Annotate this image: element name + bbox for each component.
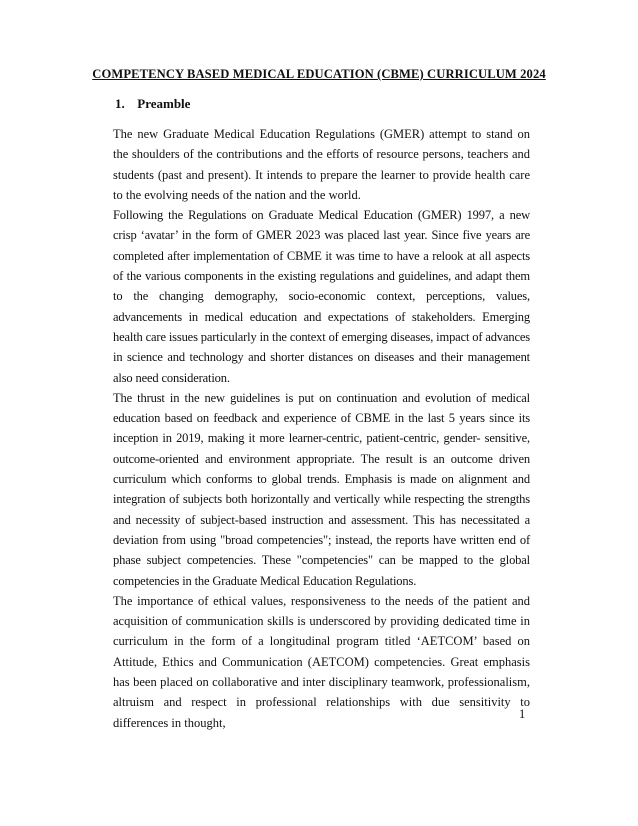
paragraph: The thrust in the new guidelines is put on continuation and evolution of medical education based on feedback and experience of CBME in the last 5 years since its inception in 2019, making it more learner-centric, patient-centric, gender- sensitive, outcome-oriented and environment appropriate. The result is an outcome driven curriculum which conforms to global trends. Emphasis is made on alignment and integration of subjects both horizontally and vertically while respecting the strengths and necessity of subject-based instruction and assessment. This has necessitated a deviation from using "broad competencies"; instead, the reports have written end of phase subject competencies. These "competencies" can be mapped to the global competencies in the Graduate Medical Education Regulations.	[113, 390, 530, 588]
document-body	[113, 124, 530, 733]
paragraph: Following the Regulations on Graduate Medical Education (GMER) 1997, a new crisp ‘avatar’ in the form of GMER 2023 was placed last year. Since five years are completed after implementation of CBME it was time to have a relook at all aspects of the various components in the existing regulations and guidelines, and adapt them to the changing demography, socio-economic context, perceptions, values, advancements in medical education and expectations of stakeholders. Emerging health care issues particularly in the context of emerging diseases, impact of advances in science and technology and shorter distances on diseases and their management also need consideration.	[113, 208, 530, 385]
page-number: 1	[519, 707, 526, 721]
section-title: Preamble	[137, 96, 191, 111]
section-heading	[115, 96, 190, 112]
document-title: COMPETENCY BASED MEDICAL EDUCATION (CBME) CURRICULUM 2024	[92, 67, 546, 81]
paragraph: The new Graduate Medical Education Regulations (GMER) attempt to stand on the shoulders of the contributions and the efforts of resource persons, teachers and students (past and present). It intends to prepare the learner to provide health care to the evolving needs of the nation and the world.	[113, 127, 530, 202]
paragraph: The importance of ethical values, responsiveness to the needs of the patient and acquisition of communication skills is underscored by providing dedicated time in curriculum in the form of a longitudinal program titled ‘AETCOM’ based on Attitude, Ethics and Communication (AETCOM) competencies. Great emphasis has been placed on collaborative and inter disciplinary teamwork, professionalism, altruism and respect in professional relationships with due sensitivity to differences in thought,	[113, 593, 530, 730]
section-number: 1.	[115, 96, 125, 111]
